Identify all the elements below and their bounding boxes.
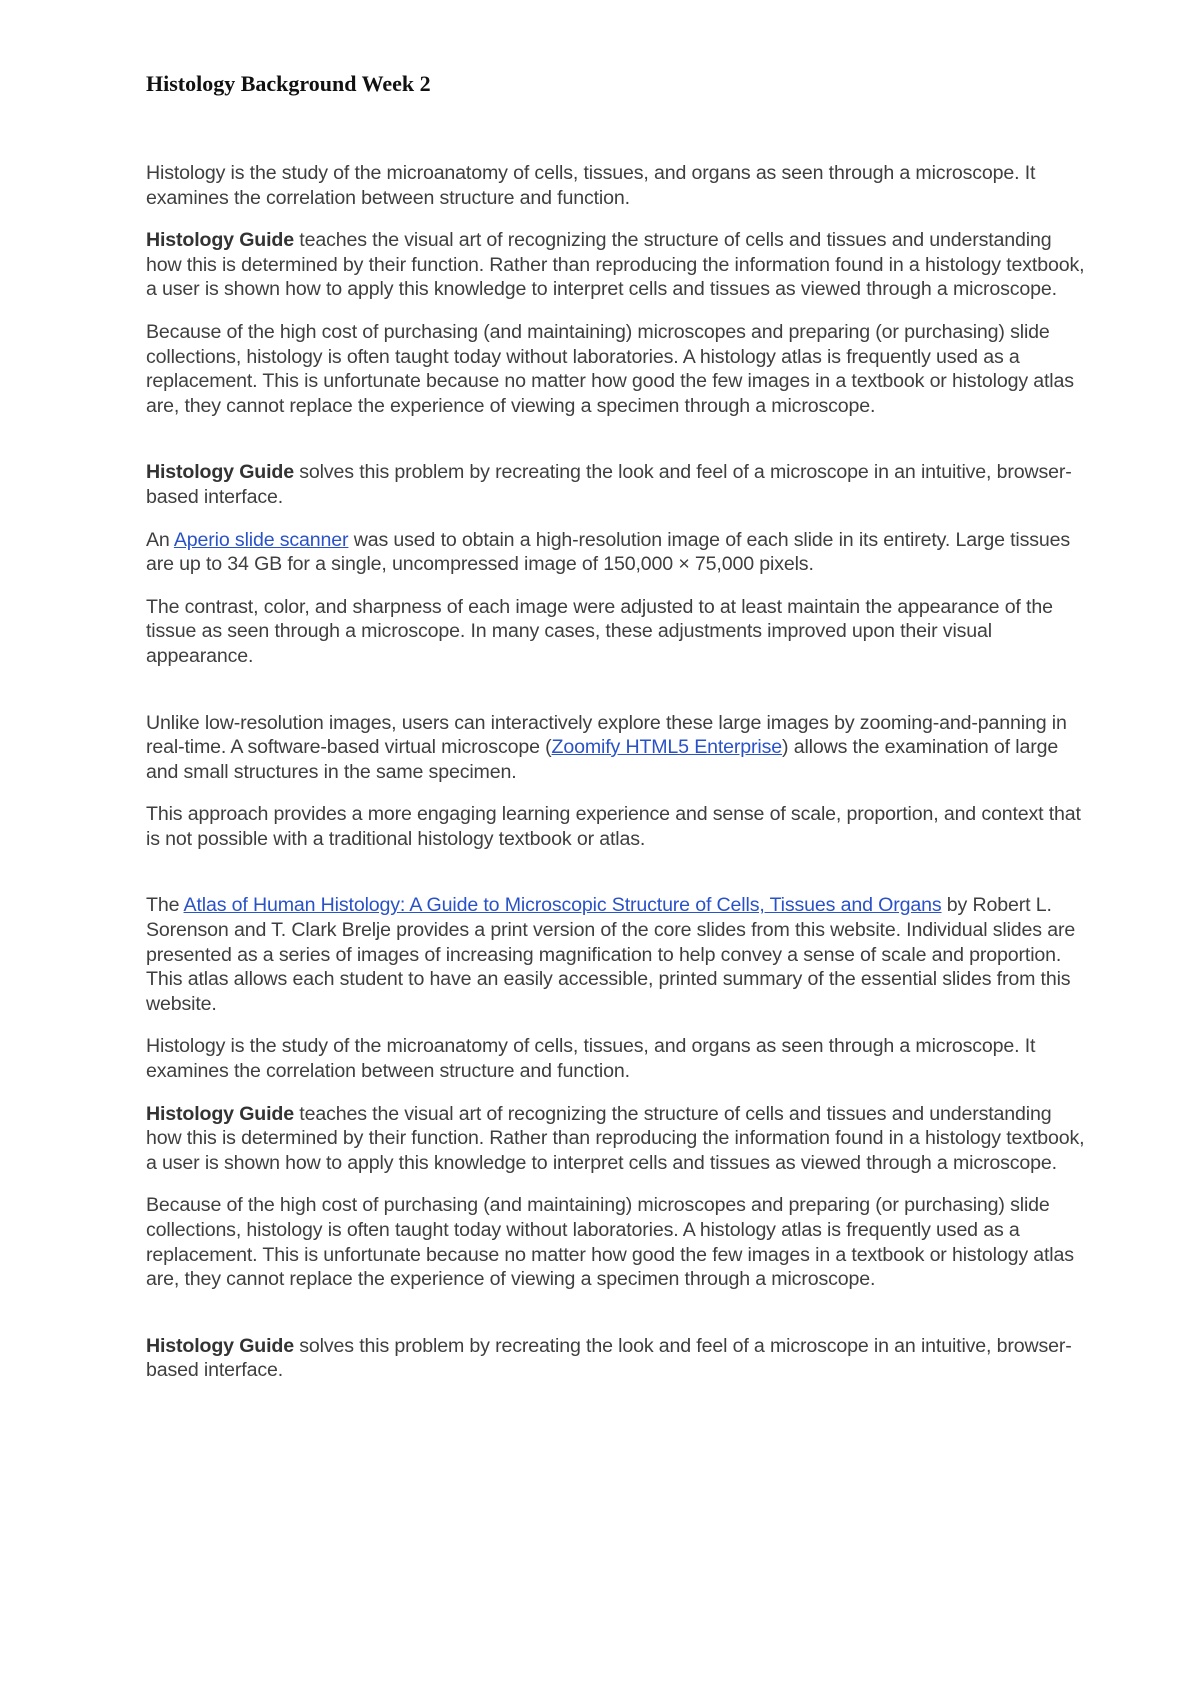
aperio-scanner-link[interactable]: Aperio slide scanner xyxy=(173,528,349,551)
paragraph-guide-solves xyxy=(146,460,1086,509)
paragraph-approach xyxy=(146,802,1086,851)
atlas-link[interactable]: Atlas of Human Histology: A Guide to Microscopic Structure of Cells, Tissues and Organs xyxy=(183,894,942,917)
paragraph-text: teaches the visual art of recognizing the structure of cells and tissues and understanding how this is determined by their function. Rather than reproducing the information found in a histology textbook, a user is shown how to apply this knowledge to interpret cells and tissues as viewed through a microscope. xyxy=(146,1102,1085,1174)
zoomify-link[interactable]: Zoomify HTML5 Enterprise xyxy=(551,736,783,759)
paragraph-text: Histology is the study of the microanatomy of cells, tissues, and organs as seen through a microscope. It examines the correlation between structure and function. xyxy=(146,1035,1036,1083)
paragraph-intro xyxy=(146,161,1086,210)
paragraph-atlas xyxy=(146,893,1086,1016)
paragraph-text: This approach provides a more engaging learning experience and sense of scale, proportion, and context that is not possible with a traditional histology textbook or atlas. xyxy=(146,803,1081,850)
paragraph-text: Because of the high cost of purchasing (and maintaining) microscopes and preparing (or purchasing) slide collections, histology is often taught today without laboratories. A histology atlas is frequently used as a replacement. This is unfortunate because no matter how good the few images in a textbook or histology atlas are, they cannot replace the experience of viewing a specimen through a microscope. xyxy=(146,1194,1074,1291)
paragraph-text-pre: An xyxy=(146,528,174,551)
paragraph-guide-teaches-repeat xyxy=(146,1102,1086,1176)
paragraph-scanner xyxy=(146,528,1086,577)
paragraph-text: teaches the visual art of recognizing the structure of cells and tissues and understanding how this is determined by their function. Rather than reproducing the information found in a histology textbook, a user is shown how to apply this knowledge to interpret cells and tissues as viewed through a microscope. xyxy=(146,229,1085,301)
paragraph-text: solves this problem by recreating the look and feel of a microscope in an intuitive, browser-based interface. xyxy=(146,1334,1072,1382)
document-page xyxy=(146,70,1086,1383)
paragraph-text-post: was used to obtain a high-resolution image of each slide in its entirety. Large tissues are up to 34 GB for a single, uncompressed image of 150,000 × 75,000 pixels. xyxy=(146,528,1071,576)
paragraph-text-post: ) allows the examination of large and small structures in the same specimen. xyxy=(146,736,1059,783)
paragraph-high-cost-repeat xyxy=(146,1193,1086,1291)
paragraph-text-pre: The xyxy=(146,894,184,917)
bold-term: Histology Guide xyxy=(146,1102,294,1125)
paragraph-text: Because of the high cost of purchasing (and maintaining) microscopes and preparing (or purchasing) slide collections, histology is often taught today without laboratories. A histology atlas is frequently used as a replacement. This is unfortunate because no matter how good the few images in a textbook or histology atlas are, they cannot replace the experience of viewing a specimen through a microscope. xyxy=(146,320,1074,417)
bold-term: Histology Guide xyxy=(146,461,294,484)
paragraph-guide-teaches xyxy=(146,228,1086,302)
paragraph-guide-solves-repeat xyxy=(146,1334,1086,1383)
paragraph-text-pre: Unlike low-resolution images, users can interactively explore these large images by zooming-and-panning in real-time. A software-based virtual microscope ( xyxy=(146,711,1067,759)
paragraph-text: The contrast, color, and sharpness of each image were adjusted to at least maintain the appearance of the tissue as seen through a microscope. In many cases, these adjustments improved upon their visual appearance. xyxy=(146,595,1053,667)
paragraph-intro-repeat xyxy=(146,1034,1086,1083)
document-title: Histology Background Week 2 xyxy=(146,71,431,96)
paragraph-high-cost xyxy=(146,320,1086,418)
paragraph-text: Histology is the study of the microanatomy of cells, tissues, and organs as seen through a microscope. It examines the correlation between structure and function. xyxy=(146,162,1036,209)
paragraph-text: solves this problem by recreating the look and feel of a microscope in an intuitive, browser-based interface. xyxy=(146,461,1072,508)
bold-term: Histology Guide xyxy=(146,229,294,252)
paragraph-zoom xyxy=(146,711,1086,785)
bold-term: Histology Guide xyxy=(146,1334,294,1357)
paragraph-text-post: by Robert L. Sorenson and T. Clark Brelje provides a print version of the core slides from this website. Individual slides are presented as a series of images of increasing magnification to help convey a sense of scale and proportion. This atlas allows each student to have an easily accessible, printed summary of the essential slides from this website. xyxy=(146,894,1076,1015)
paragraph-contrast xyxy=(146,595,1086,669)
